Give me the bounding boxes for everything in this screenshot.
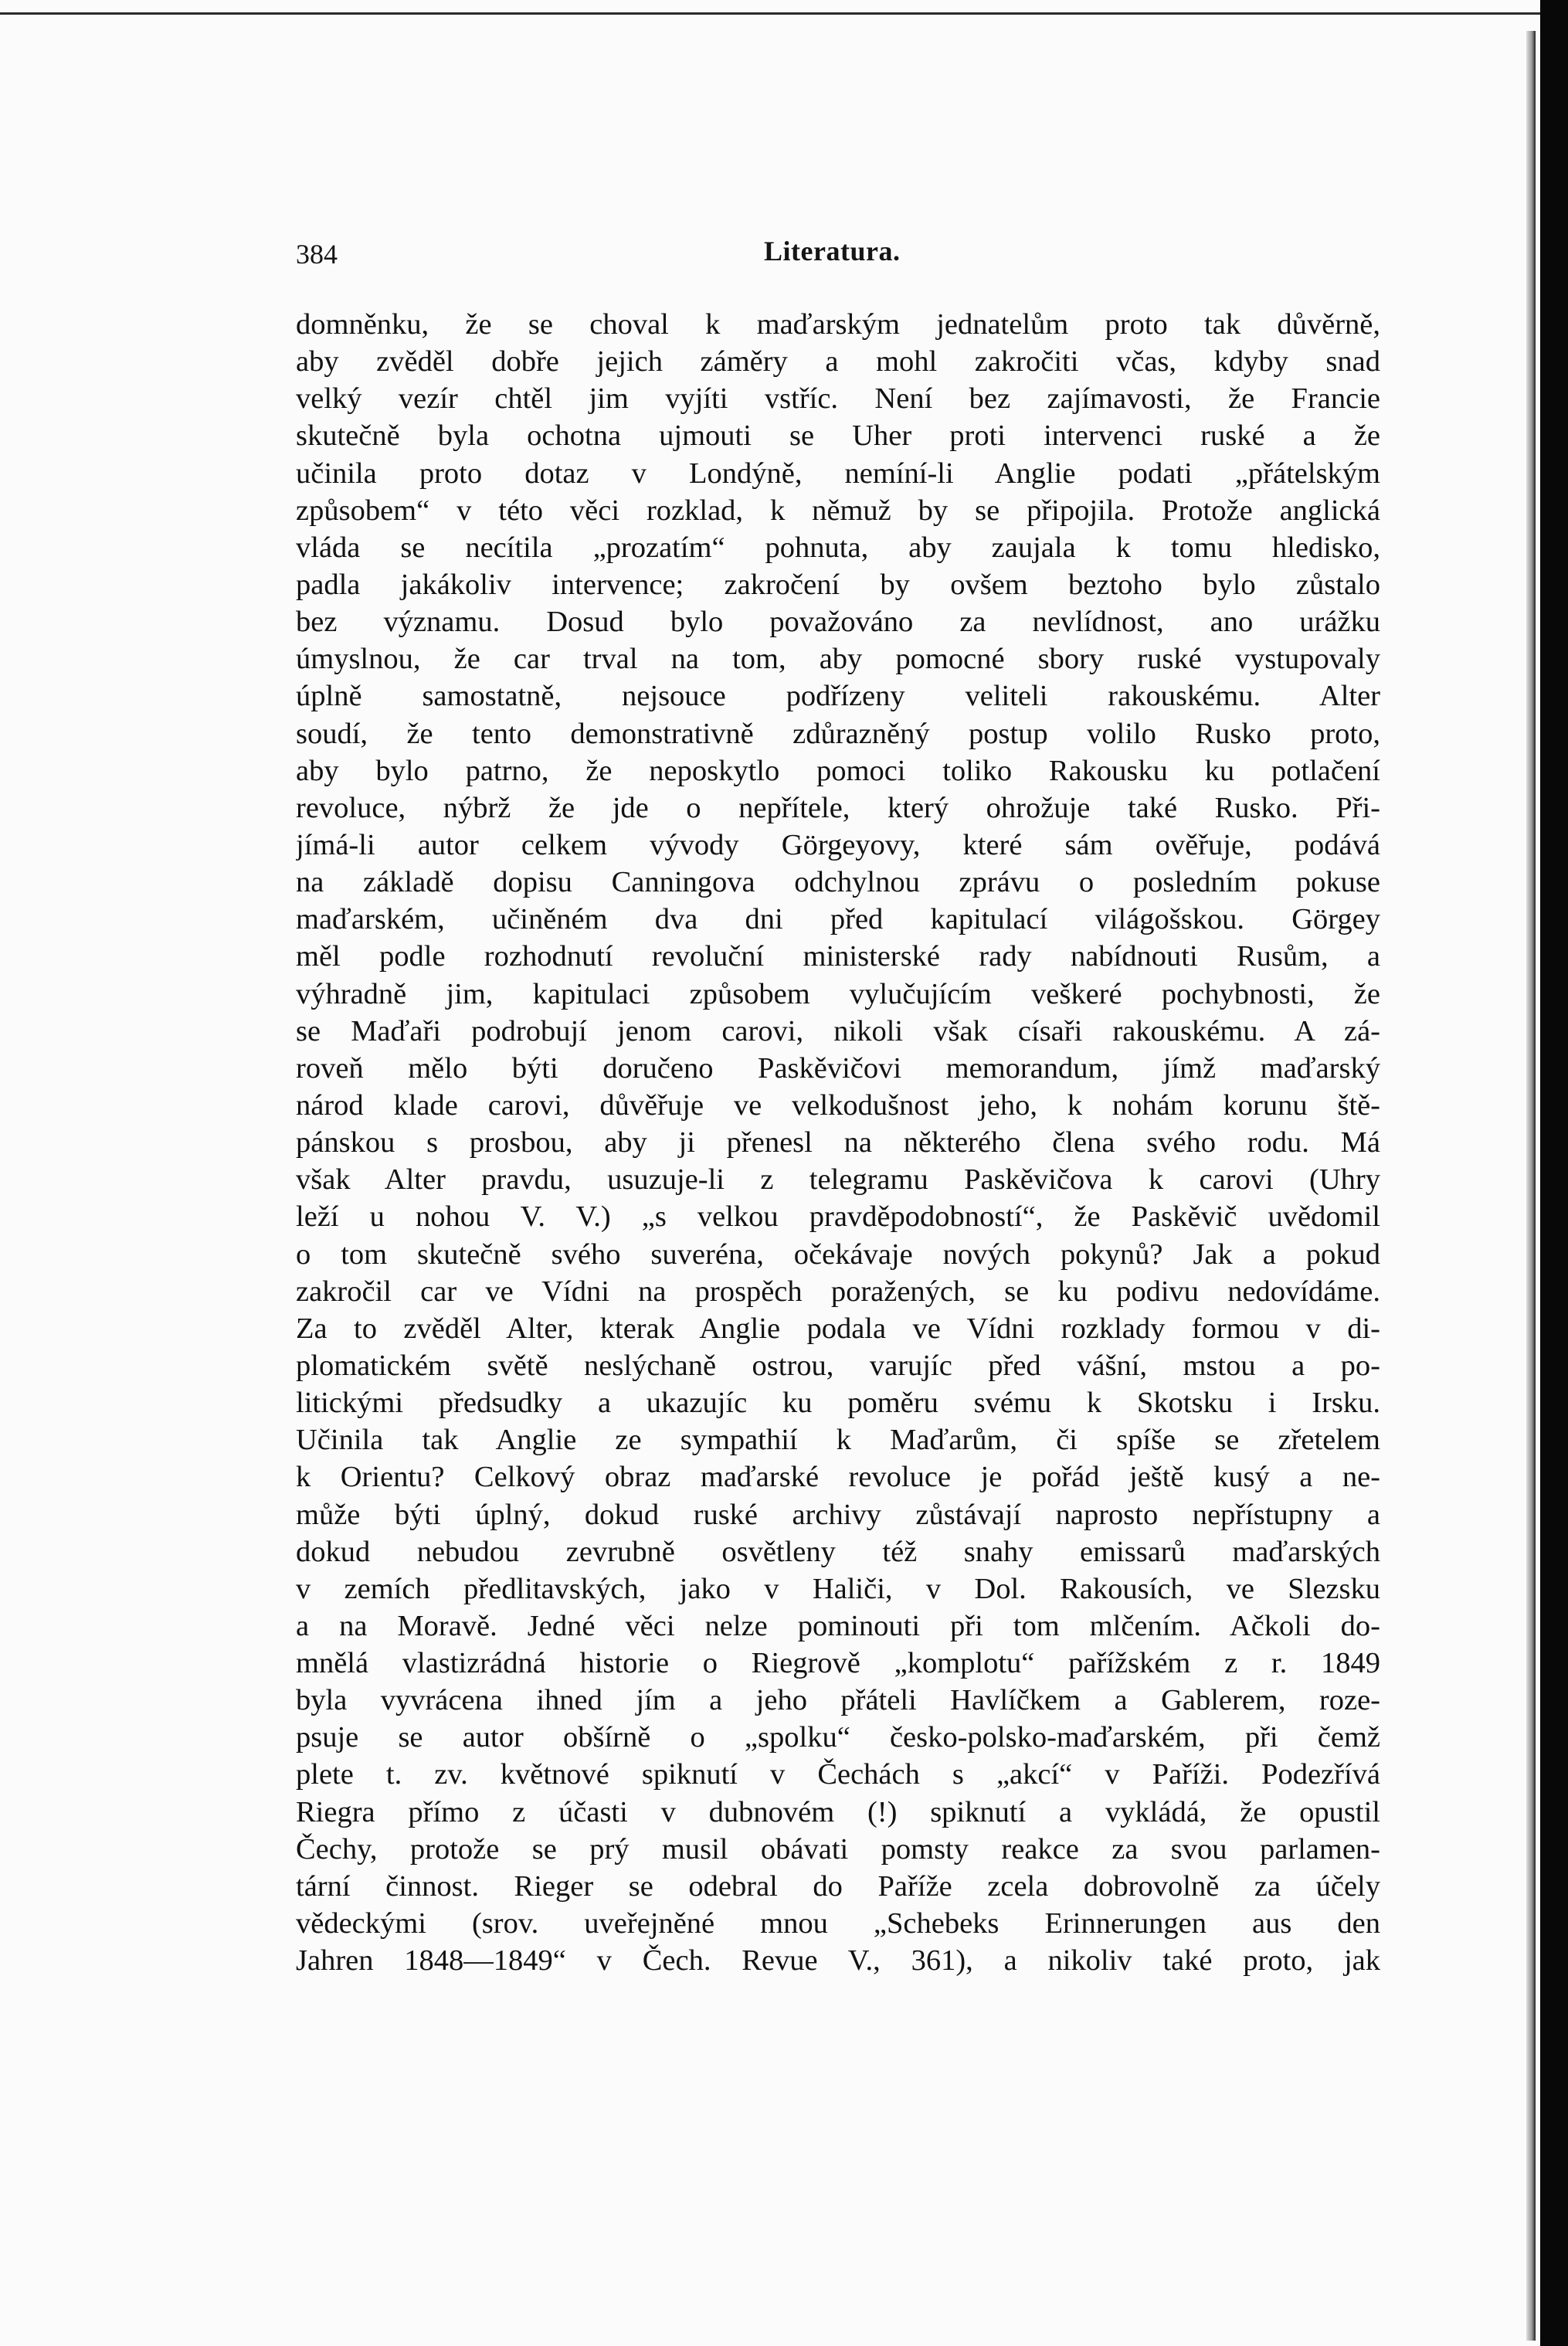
text-line: pánskou s prosbou, aby ji přenesl na některého člena svého rodu. Má [296,1126,1380,1159]
text-line: se Maďaři podrobují jenom carovi, nikoli však císaři rakouskému. A zá- [296,1014,1380,1047]
text-line: a na Moravě. Jedné věci nelze pominouti při tom mlčením. Ačkoli do- [296,1609,1380,1642]
text-line: velký vezír chtěl jim vyjíti vstříc. Není bez zajímavosti, že Francie [296,382,1380,416]
text-line: Za to zvěděl Alter, kterak Anglie podala ve Vídni rozklady formou v di- [296,1312,1380,1345]
text-line: revoluce, nýbrž že jde o nepřítele, který ohrožuje také Rusko. Při- [296,791,1380,824]
text-line: vláda se necítila „prozatím“ pohnuta, aby zaujala k tomu hledisko, [296,531,1380,564]
text-line: však Alter pravdu, usuzuje-li z telegramu Paskěvičova k carovi (Uhry [296,1163,1380,1197]
text-line: padla jakákoliv intervence; zakročení by ovšem beztoho bylo zůstalo [296,568,1380,601]
text-line: úplně samostatně, nejsouce podřízeny veliteli rakouskému. Alter [296,680,1380,713]
text-line: roveň mělo býti doručeno Paskěvičovi memorandum, jímž maďarský [296,1051,1380,1085]
text-line: mnělá vlastizrádná historie o Riegrově „komplotu“ pařížském z r. 1849 [296,1647,1380,1680]
top-border-line [0,12,1540,15]
text-line: Učinila tak Anglie ze sympathií k Maďarům, či spíše se zřetelem [296,1424,1380,1457]
text-line: národ klade carovi, důvěřuje ve velkodušnost jeho, k nohám korunu ště- [296,1088,1380,1122]
text-line: jímá-li autor celkem vývody Görgeyovy, které sám ověřuje, podává [296,828,1380,861]
text-line: tární činnost. Rieger se odebral do Paříže zcela dobrovolně za účely [296,1869,1380,1903]
text-line: úmyslnou, že car trval na tom, aby pomocné sbory ruské vystupovaly [296,643,1380,676]
text-line: může býti úplný, dokud ruské archivy zůstávají naprosto nepřístupny a [296,1498,1380,1531]
text-line: plomatickém světě neslýchaně ostrou, varujíc před vášní, mstou a po- [296,1349,1380,1382]
text-line: na základě dopisu Canningova odchylnou zprávu o posledním pokuse [296,866,1380,899]
text-line: dokud nebudou zevrubně osvětleny též snahy emissarů maďarských [296,1535,1380,1568]
text-line: soudí, že tento demonstrativně zdůrazněný postup volilo Rusko proto, [296,717,1380,750]
page-edge-shadow [1526,31,1536,2341]
text-line: maďarském, učiněném dva dni před kapitulací világošskou. Görgey [296,903,1380,936]
text-line: o tom skutečně svého suveréna, očekávaje nových pokynů? Jak a pokud [296,1238,1380,1271]
text-line: aby zvěděl dobře jejich záměry a mohl zakročiti včas, kdyby snad [296,345,1380,379]
text-line: domněnku, že se choval k maďarským jednatelům proto tak důvěrně, [296,308,1380,341]
text-line: plete t. zv. květnové spiknutí v Čechách s „akcí“ v Paříži. Podezřívá [296,1758,1380,1791]
body-text [296,306,1380,1979]
scan-right-border [1540,0,1568,2346]
text-line: v zemích předlitavských, jako v Haliči, v Dol. Rakousích, ve Slezsku [296,1572,1380,1605]
page-number: 384 [296,239,338,270]
text-line: Jahren 1848—1849“ v Čech. Revue V., 361), a nikoliv také proto, jak [296,1944,1380,1978]
text-line: skutečně byla ochotna ujmouti se Uher proti intervenci ruské a že [296,419,1380,453]
text-line: psuje se autor obšírně o „spolku“ česko-polsko-maďarském, při čemž [296,1721,1380,1754]
text-line: bez významu. Dosud bylo považováno za nevlídnost, ano urážku [296,606,1380,639]
running-title: Literatura. [764,236,901,267]
text-line: měl podle rozhodnutí revoluční ministerské rady nabídnouti Rusům, a [296,940,1380,973]
text-line: výhradně jim, kapitulaci způsobem vylučujícím veškeré pochybnosti, že [296,977,1380,1010]
text-line: vědeckými (srov. uveřejněné mnou „Schebeks Erinnerungen aus den [296,1907,1380,1940]
text-line: učinila proto dotaz v Londýně, nemíní-li Anglie podati „přátelským [296,457,1380,490]
text-line: zakročil car ve Vídni na prospěch poražených, se ku podivu nedovídáme. [296,1275,1380,1308]
text-line: byla vyvrácena ihned jím a jeho přáteli Havlíčkem a Gablerem, roze- [296,1684,1380,1717]
text-line: litickými předsudky a ukazujíc ku poměru svému k Skotsku i Irsku. [296,1387,1380,1420]
text-line: Riegra přímo z účasti v dubnovém (!) spiknutí a vykládá, že opustil [296,1795,1380,1828]
text-line: aby bylo patrno, že neposkytlo pomoci toliko Rakousku ku potlačení [296,754,1380,787]
text-line: leží u nohou V. V.) „s velkou pravděpodobností“, že Paskěvič uvědomil [296,1200,1380,1234]
text-line: k Orientu? Celkový obraz maďarské revoluce je pořád ještě kusý a ne- [296,1461,1380,1494]
text-line: Čechy, protože se prý musil obávati pomsty reakce za svou parlamen- [296,1832,1380,1866]
text-line: způsobem“ v této věci rozklad, k němuž by se připojila. Protože anglická [296,494,1380,527]
page-header [296,238,1379,277]
